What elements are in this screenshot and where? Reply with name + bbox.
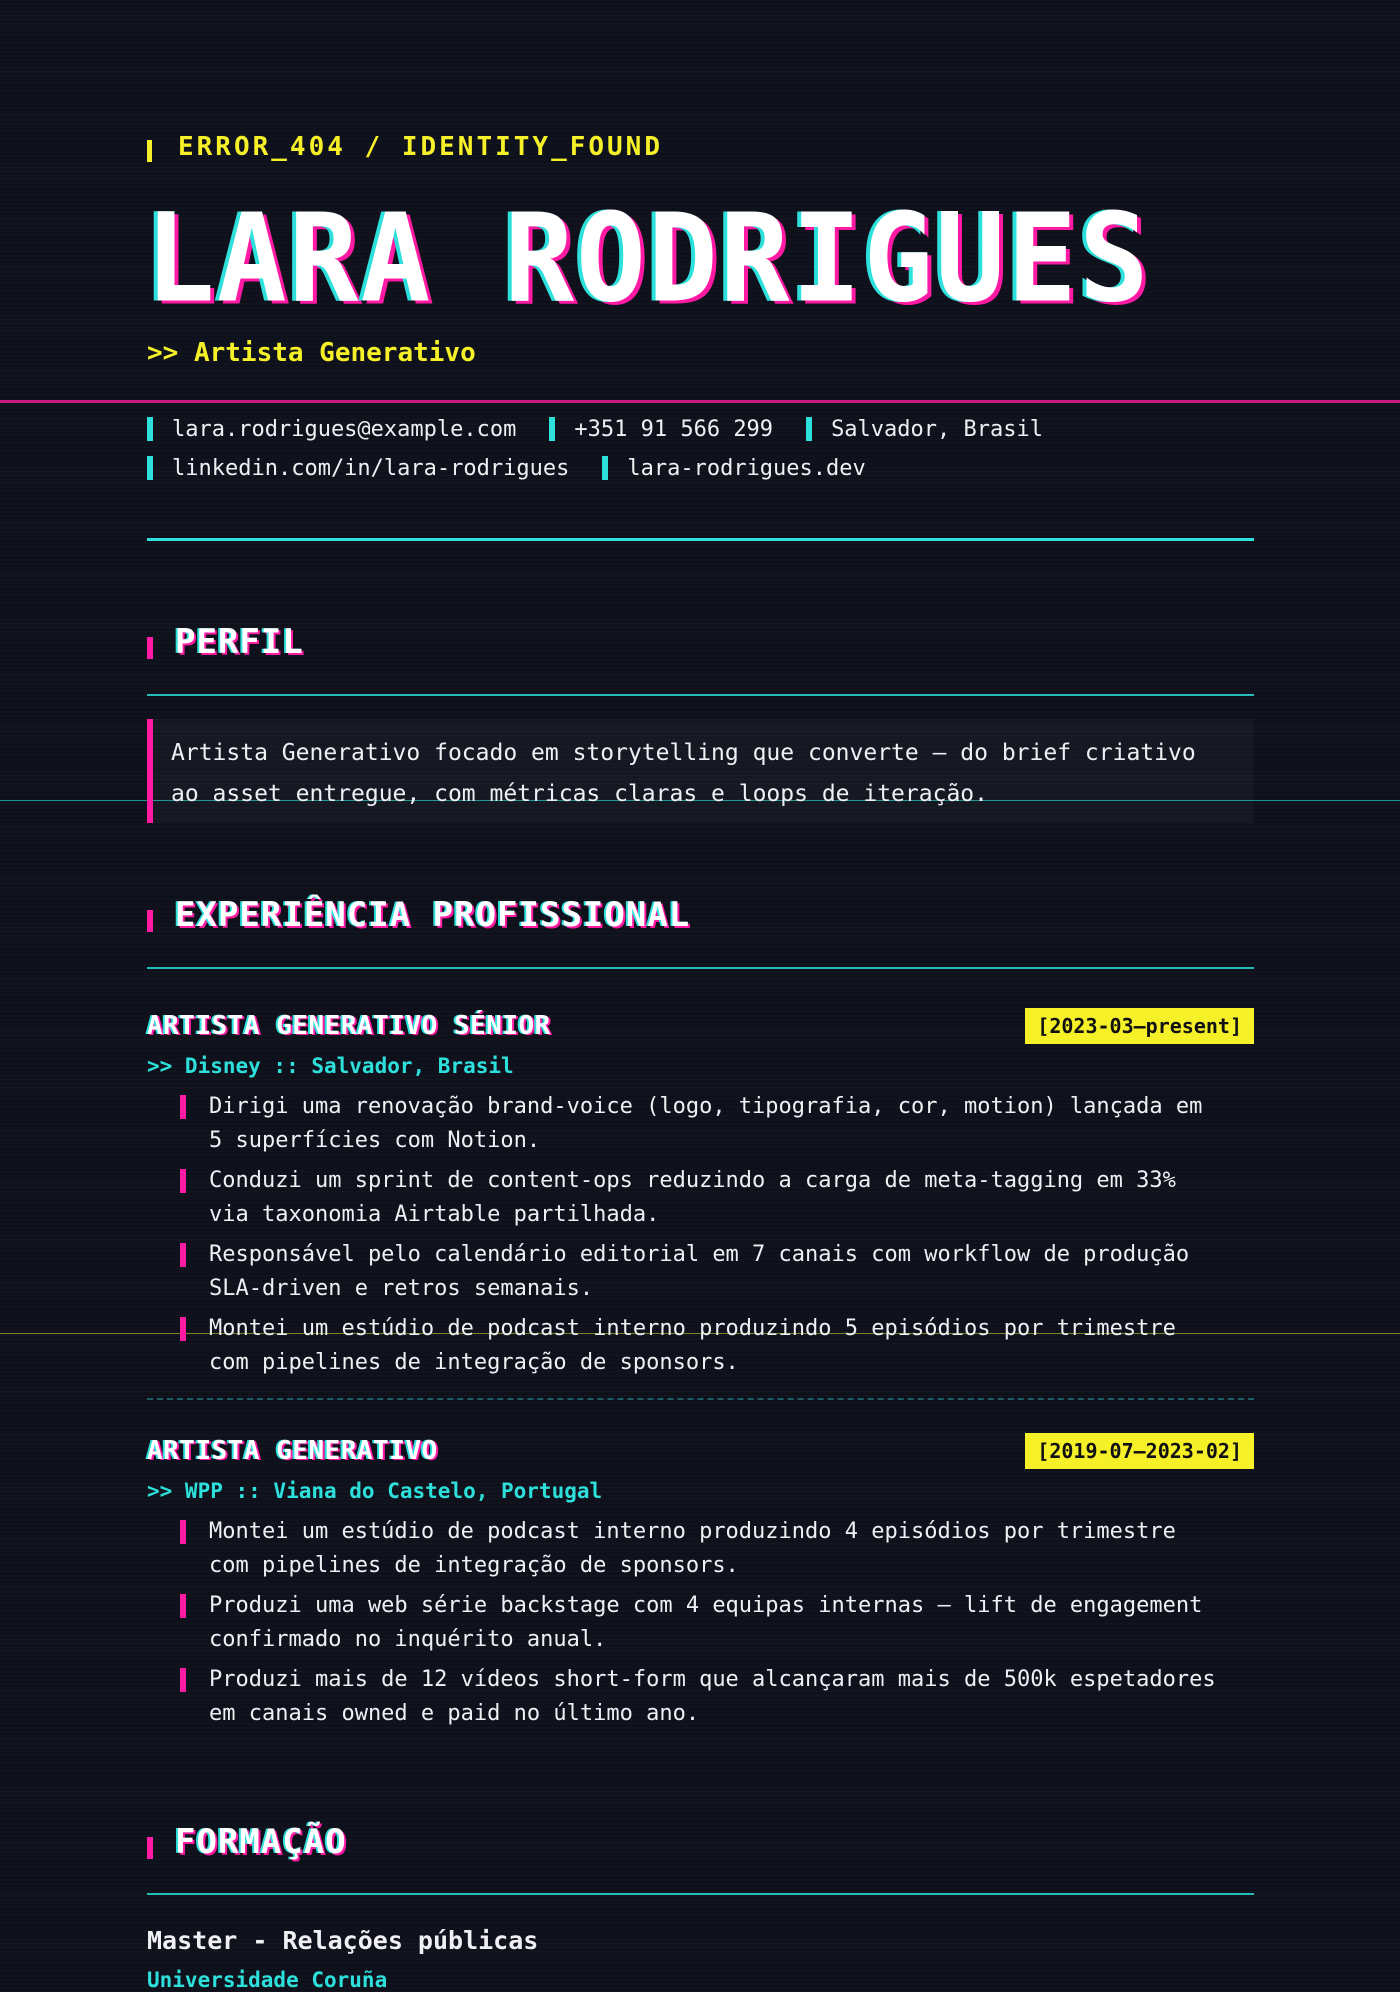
list-item [180, 1238, 1220, 1306]
list-item [180, 1663, 1220, 1731]
eyebrow [147, 132, 663, 162]
contact-email-text: lara.rodrigues@example.com [172, 416, 517, 442]
contact-marker [602, 456, 608, 480]
job-date-badge: [2019-07–2023-02] [1025, 1433, 1254, 1469]
bullet-text: Produzi uma web série backstage com 4 equipas internas — lift de engagement confirmado no inquérito anual. [209, 1593, 1203, 1652]
bullet-marker [180, 1169, 186, 1193]
education-degree: Master - Relações públicas [147, 1926, 539, 1955]
job-bullets [147, 1090, 1254, 1380]
glitch-line-magenta [0, 400, 1400, 403]
job-title: ARTISTA GENERATIVO SÉNIOR [147, 1011, 551, 1041]
eyebrow-marker [147, 140, 152, 162]
section-divider [147, 694, 1254, 696]
section-divider [147, 1893, 1254, 1895]
section-marker [147, 1837, 153, 1859]
bullet-text: Conduzi um sprint de content-ops reduzindo a carga de meta-tagging em 33% via taxonomia Airtable partilhada. [209, 1168, 1176, 1227]
bullet-text: Montei um estúdio de podcast interno produzindo 5 episódios por trimestre com pipelines de integração de sponsors. [209, 1316, 1176, 1375]
bullet-text: Produzi mais de 12 vídeos short-form que alcançaram mais de 500k espetadores em canais owned e paid no último ano. [209, 1667, 1216, 1726]
contact-location-text: Salvador, Brasil [831, 416, 1043, 442]
list-item [180, 1164, 1220, 1232]
job-company: >> WPP :: Viana do Castelo, Portugal [147, 1479, 603, 1503]
bullet-marker [180, 1594, 186, 1618]
contact-marker [806, 417, 812, 441]
education-school: Universidade Coruña [147, 1968, 388, 1992]
contact-marker [549, 417, 555, 441]
section-title-text: FORMAÇÃO [175, 1822, 347, 1862]
section-title-education [147, 1822, 347, 1862]
contact-row [147, 453, 1076, 483]
job-separator [147, 1398, 1254, 1400]
contact-linkedin-text: linkedin.com/in/lara-rodrigues [172, 455, 570, 481]
bullet-text: Dirigi uma renovação brand-voice (logo, tipografia, cor, motion) lançada em 5 superfícies com Notion. [209, 1094, 1203, 1153]
bullet-marker [180, 1317, 186, 1341]
job-header [147, 1008, 1254, 1048]
contact-phone-text: +351 91 566 299 [574, 416, 774, 442]
contact-marker [147, 456, 153, 480]
section-title-profile [147, 622, 304, 662]
bullet-text: Montei um estúdio de podcast interno produzindo 4 episódios por trimestre com pipelines de integração de sponsors. [209, 1519, 1176, 1578]
candidate-name: LARA RODRIGUES [145, 188, 1151, 330]
contact-location [806, 417, 1043, 442]
job-date-badge: [2023-03–present] [1025, 1008, 1254, 1044]
bullet-marker [180, 1243, 186, 1267]
job-entry [147, 1433, 1254, 1737]
section-title-experience [147, 895, 690, 935]
section-divider [147, 967, 1254, 969]
list-item [180, 1312, 1220, 1380]
contact-email[interactable] [147, 417, 516, 442]
section-title-text: PERFIL [175, 622, 304, 662]
job-bullets [147, 1515, 1254, 1731]
section-title-text: EXPERIÊNCIA PROFISSIONAL [175, 895, 691, 935]
contact-website-text: lara-rodrigues.dev [627, 455, 866, 481]
header-divider [147, 538, 1254, 541]
bullet-marker [180, 1095, 186, 1119]
contact-row [147, 414, 1076, 444]
list-item [180, 1515, 1220, 1583]
profile-summary: Artista Generativo focado em storytelling que converte — do brief criativo ao asset entregue, com métricas claras e loops de iteração. [147, 719, 1254, 823]
job-company: >> Disney :: Salvador, Brasil [147, 1054, 514, 1078]
bullet-marker [180, 1520, 186, 1544]
list-item [180, 1589, 1220, 1657]
contact-website[interactable] [602, 456, 865, 481]
bullet-text: Responsável pelo calendário editorial em 7 canais com workflow de produção SLA-driven e retros semanais. [209, 1242, 1190, 1301]
candidate-role: >> Artista Generativo [147, 338, 476, 368]
contact-marker [147, 417, 153, 441]
job-entry [147, 1008, 1254, 1386]
list-item [180, 1090, 1220, 1158]
contact-block [147, 414, 1076, 492]
job-title: ARTISTA GENERATIVO [147, 1436, 438, 1466]
section-marker [147, 910, 153, 932]
contact-phone[interactable] [549, 417, 773, 442]
job-header [147, 1433, 1254, 1473]
eyebrow-text: ERROR_404 / IDENTITY_FOUND [178, 132, 663, 162]
section-marker [147, 637, 153, 659]
contact-linkedin[interactable] [147, 456, 569, 481]
bullet-marker [180, 1668, 186, 1692]
